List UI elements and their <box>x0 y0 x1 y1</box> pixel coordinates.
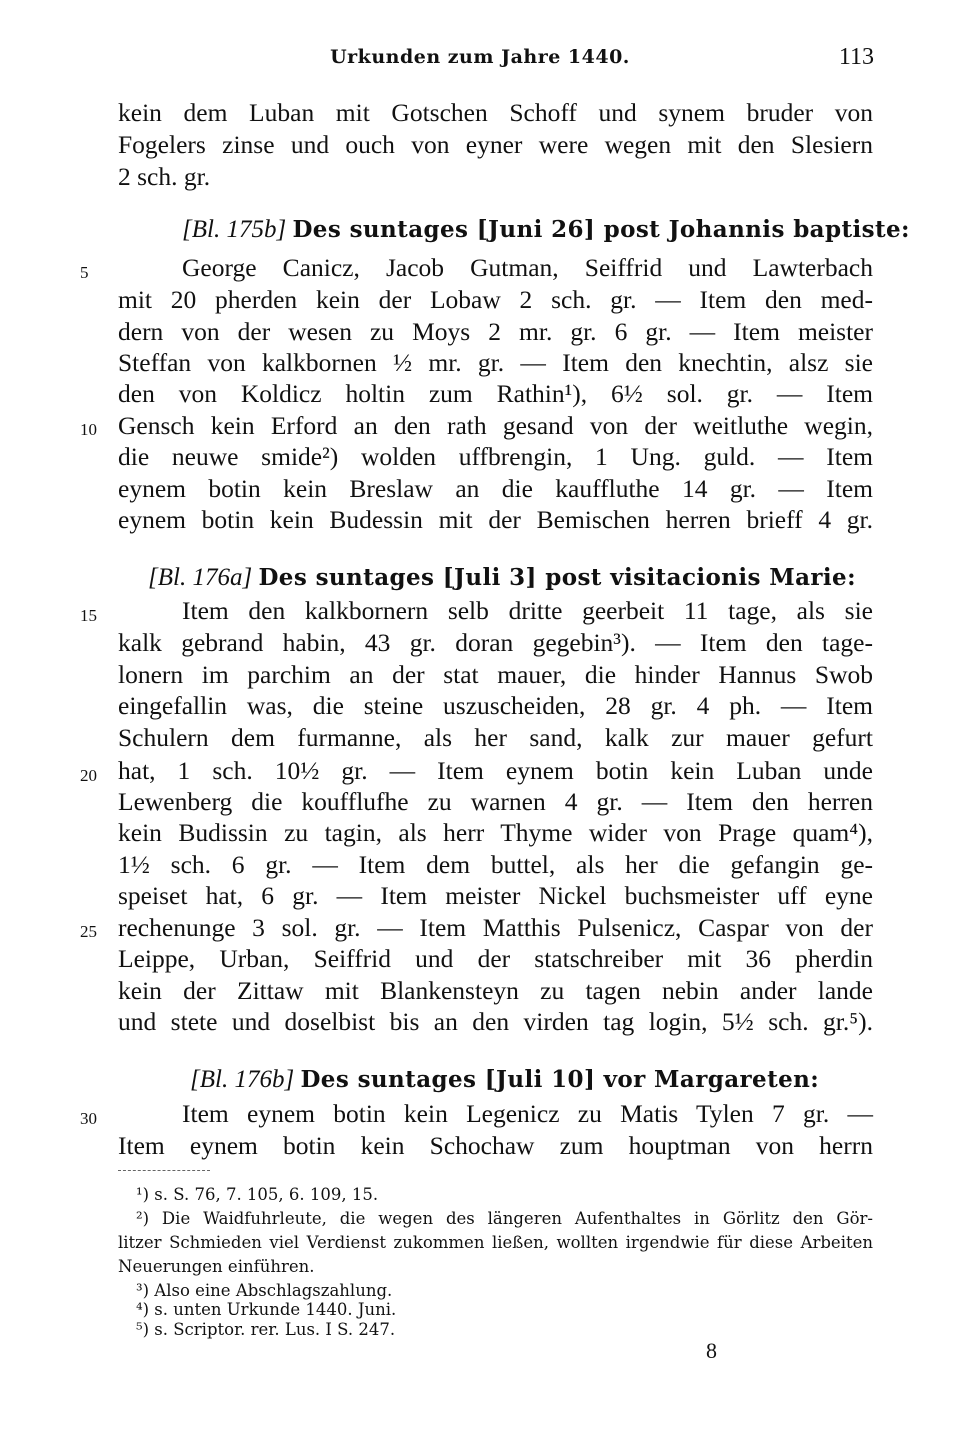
text-line: mit 20 pherden kein der Lobaw 2 sch. gr. — Item den med- <box>118 285 873 314</box>
text-line: Item eynem botin kein Schochaw zum houptman von herrn <box>118 1131 873 1160</box>
section-heading <box>190 1063 819 1097</box>
text-line: kalk gebrand habin, 43 gr. doran gegebin³). — Item den tage- <box>118 628 873 657</box>
line-number: 20 <box>80 766 97 785</box>
line-number: 15 <box>80 606 97 625</box>
footnote: ³) Also eine Abschlagszahlung. <box>136 1281 393 1300</box>
text-line: kein dem Luban mit Gotschen Schoff und synem bruder von <box>118 98 873 127</box>
folio-reference: [Bl. 176a] <box>148 564 253 591</box>
text-line: kein der Zittaw mit Blankensteyn zu tagen nebin ander lande <box>118 976 873 1005</box>
text-line: die neuwe smide²) wolden uffbrengin, 1 Ung. guld. — Item <box>118 442 873 471</box>
text-line: rechenunge 3 sol. gr. — Item Matthis Pulsenicz, Caspar von der <box>118 913 873 942</box>
footnote: ¹) s. S. 76, 7. 105, 6. 109, 15. <box>136 1185 379 1204</box>
folio-reference: [Bl. 175b] <box>182 216 287 243</box>
line-number: 5 <box>80 263 89 282</box>
text-line: George Canicz, Jacob Gutman, Seiffrid und Lawterbach <box>182 253 873 282</box>
text-line: hat, 1 sch. 10½ gr. — Item eynem botin kein Luban unde <box>118 756 873 785</box>
text-line: kein Budissin zu tagin, als herr Thyme wider von Prage quam⁴), <box>118 818 873 847</box>
text-line: 1½ sch. 6 gr. — Item dem buttel, als her die gefangin ge- <box>118 850 873 879</box>
text-line: Item eynem botin kein Legenicz zu Matis Tylen 7 gr. — <box>182 1099 873 1128</box>
text-line: Leippe, Urban, Seiffrid und der statschreiber mit 36 pherdin <box>118 944 873 973</box>
text-line: eynem botin kein Budessin mit der Bemischen herren brieff 4 gr. <box>118 505 873 534</box>
text-line: eingefallin was, die steine uszuscheiden, 28 gr. 4 ph. — Item <box>118 691 873 720</box>
section-heading <box>148 561 856 595</box>
text-line: Gensch kein Erford an den rath gesand von der weitluthe wegin, <box>118 411 873 440</box>
heading-text: Des suntages [Juli 10] vor Margareten: <box>300 1066 820 1093</box>
text-line: Steffan von kalkbornen ½ mr. gr. — Item den knechtin, alsz sie <box>118 348 873 377</box>
text-line: Schulern dem furmanne, als her sand, kalk zur mauer gefurt <box>118 723 873 752</box>
text-line: Lewenberg die koufflufhe zu warnen 4 gr. — Item den herren <box>118 787 873 816</box>
line-number: 30 <box>80 1109 97 1128</box>
footnote: ⁴) s. unten Urkunde 1440. Juni. <box>136 1300 397 1319</box>
footnote: ²) Die Waidfuhrleute, die wegen des längeren Aufenthaltes in Görlitz den Gör- <box>136 1209 873 1228</box>
text-line: Fogelers zinse und ouch von eyner were wegen mit den Slesiern <box>118 130 873 159</box>
text-line: und stete und doselbist bis an den virden tag login, 5½ sch. gr.⁵). <box>118 1007 873 1036</box>
text-line: den von Koldicz holtin zum Rathin¹), 6½ sol. gr. — Item <box>118 379 873 408</box>
section-heading <box>182 213 910 247</box>
text-line: speiset hat, 6 gr. — Item meister Nickel buchsmeister uff eyne <box>118 881 873 910</box>
footnote: ⁵) s. Scriptor. rer. Lus. I S. 247. <box>136 1320 396 1339</box>
signature-mark: 8 <box>706 1338 717 1363</box>
heading-text: Des suntages [Juli 3] post visitacionis Marie: <box>258 564 856 591</box>
footnote: Neuerungen einführen. <box>118 1257 315 1276</box>
text-line: 2 sch. gr. <box>118 162 211 191</box>
line-number: 10 <box>80 420 97 439</box>
text-line: Item den kalkbornern selb dritte geerbeit 11 tage, als sie <box>182 596 873 625</box>
folio-reference: [Bl. 176b] <box>190 1066 295 1093</box>
text-line: lonern im parchim an der stat mauer, die hinder Hannus Swob <box>118 660 873 689</box>
heading-text: Des suntages [Juni 26] post Johannis baptiste: <box>292 216 910 243</box>
text-line: eynem botin kein Breslaw an die kauffluthe 14 gr. — Item <box>118 474 873 503</box>
running-header: Urkunden zum Jahre 1440. <box>330 46 630 68</box>
text-line: dern von der wesen zu Moys 2 mr. gr. 6 gr. — Item meister <box>118 317 873 346</box>
page-number: 113 <box>838 44 874 70</box>
footnote-divider <box>118 1170 210 1171</box>
line-number: 25 <box>80 922 97 941</box>
footnote: litzer Schmieden viel Verdienst zukommen ließen, wollten irgendwie für diese Arbeiten <box>118 1233 873 1252</box>
